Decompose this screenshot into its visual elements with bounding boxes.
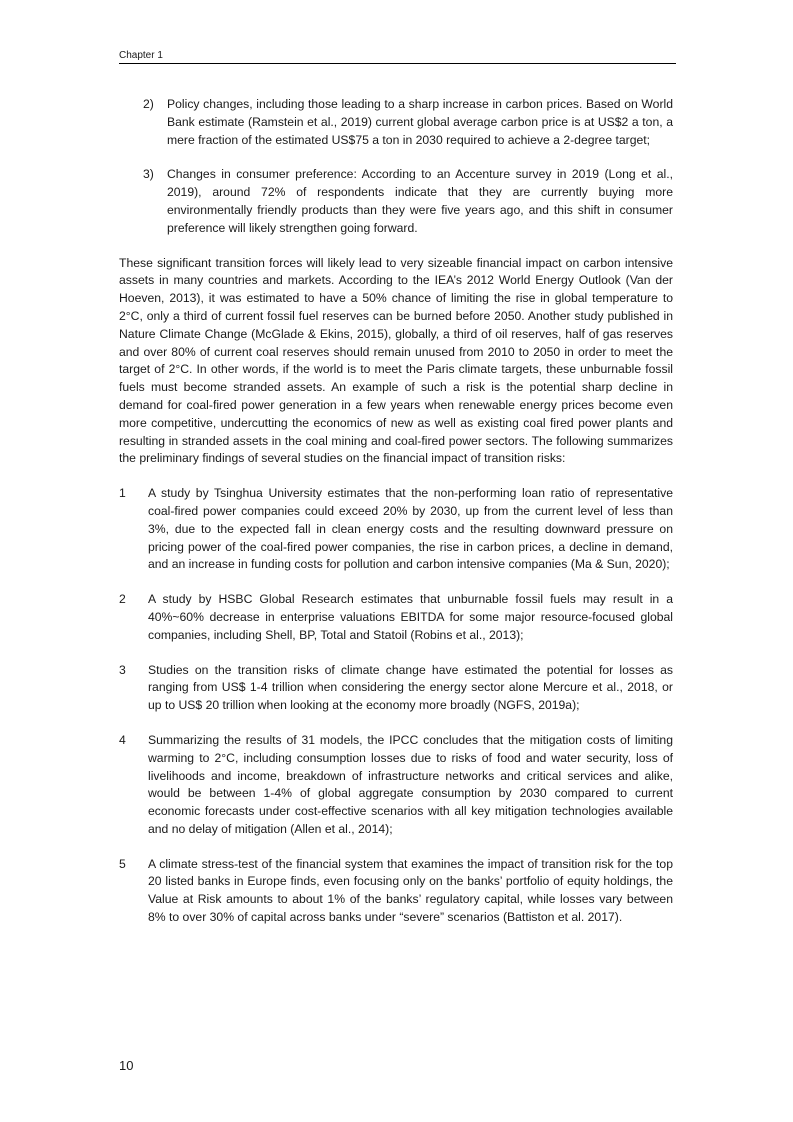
list-item bbox=[119, 856, 673, 927]
page-body bbox=[119, 96, 673, 944]
list-item-number: 2) bbox=[143, 97, 154, 111]
page-number: 10 bbox=[119, 1058, 134, 1073]
list-item-text: Changes in consumer preference: According to an Accenture survey in 2019 (Long et al., 2019), around 72% of respondents indicate that they are currently buying more environmentally friendly products than they were five years ago, and this shift in consumer preference will likely strengthen going forward. bbox=[167, 167, 673, 235]
list-item bbox=[143, 96, 673, 149]
list-item bbox=[143, 166, 673, 237]
body-paragraph: These significant transition forces will likely lead to very sizeable financial impact on carbon intensive assets in many countries and markets. According to the IEA’s 2012 World Energy Outlook (Van der Hoeven, 2013), it was estimated to have a 50% chance of limiting the rise in global temperature to 2°C, only a third of current fossil fuel reserves can be burned before 2050. Another study published in Nature Climate Change (McGlade & Ekins, 2015), globally, a third of oil reserves, half of gas reserves and over 80% of current coal reserves should remain unused from 2010 to 2050 in order to meet the target of 2°C. In other words, if the world is to meet the Paris climate targets, these unburnable fossil fuels must become stranded assets. An example of such a risk is the potential sharp decline in demand for coal-fired power generation in a few years when renewable energy prices become even more competitive, undercutting the economics of new as well as existing coal fired power plants and resulting in stranded assets in the coal mining and coal-fired power sectors. The following summarizes the preliminary findings of several studies on the financial impact of transition risks: bbox=[119, 255, 673, 466]
list-item bbox=[119, 591, 673, 644]
study-findings-list bbox=[119, 485, 673, 927]
list-item-text: A climate stress-test of the financial system that examines the impact of transition risk for the top 20 listed banks in Europe finds, even focusing only on the banks’ portfolio of equity holdings, the Value at Risk amounts to about 1% of the banks’ regulatory capital, while losses vary between 8% to over 30% of capital across banks under “severe” scenarios (Battiston et al. 2017). bbox=[148, 856, 673, 925]
list-item-text: Studies on the transition risks of climate change have estimated the potential for losses as ranging from US$ 1-4 trillion when considering the energy sector alone Mercure et al., 2018, or up to US$ 20 trillion when looking at the economy more broadly (NGFS, 2019a); bbox=[148, 662, 673, 713]
list-item-text: A study by Tsinghua University estimates that the non-performing loan ratio of representative coal-fired power companies could exceed 20% by 2030, up from the current level of less than 3%, due to the expected fall in clean energy costs and the resulting downward pressure on pricing power of the coal-fired power companies, the rise in carbon prices, a decline in demand, and an increase in funding costs for pollution and carbon intensive companies (Ma & Sun, 2020); bbox=[148, 486, 673, 572]
transition-drivers-list bbox=[119, 96, 673, 238]
running-header: Chapter 1 bbox=[119, 50, 163, 61]
list-item-text: Policy changes, including those leading to a sharp increase in carbon prices. Based on World Bank estimate (Ramstein et al., 2019) current global average carbon price is at US$2 a ton, a mere fraction of the estimated US$75 a ton in 2030 required to achieve a 2-degree target; bbox=[167, 97, 673, 147]
header-rule bbox=[119, 63, 676, 64]
list-item-number: 4 bbox=[119, 732, 126, 747]
list-item-number: 5 bbox=[119, 856, 126, 871]
list-item-number: 3) bbox=[143, 167, 154, 182]
list-item-text: A study by HSBC Global Research estimates that unburnable fossil fuels may result in a 40%~60% decrease in enterprise valuations EBITDA for some major resource-focused global companies, including Shell, BP, Total and Statoil (Robins et al., 2013); bbox=[148, 592, 673, 642]
list-item-number: 2 bbox=[119, 592, 126, 607]
list-item bbox=[119, 485, 673, 574]
list-item-text: Summarizing the results of 31 models, the IPCC concludes that the mitigation costs of limiting warming to 2°C, including consumption losses due to risks of food and water security, loss of livelihoods and income, breakdown of infrastructure networks and critical services and alike, would be between 1-4% of global aggregate consumption by 2030 compared to current economic forecasts under cost-effective scenarios with all key mitigation technologies available and no delay of mitigation (Allen et al., 2014); bbox=[148, 732, 673, 836]
list-item bbox=[119, 662, 673, 715]
list-item bbox=[119, 732, 673, 839]
list-item-number: 3 bbox=[119, 662, 126, 677]
list-item-number: 1 bbox=[119, 486, 126, 501]
